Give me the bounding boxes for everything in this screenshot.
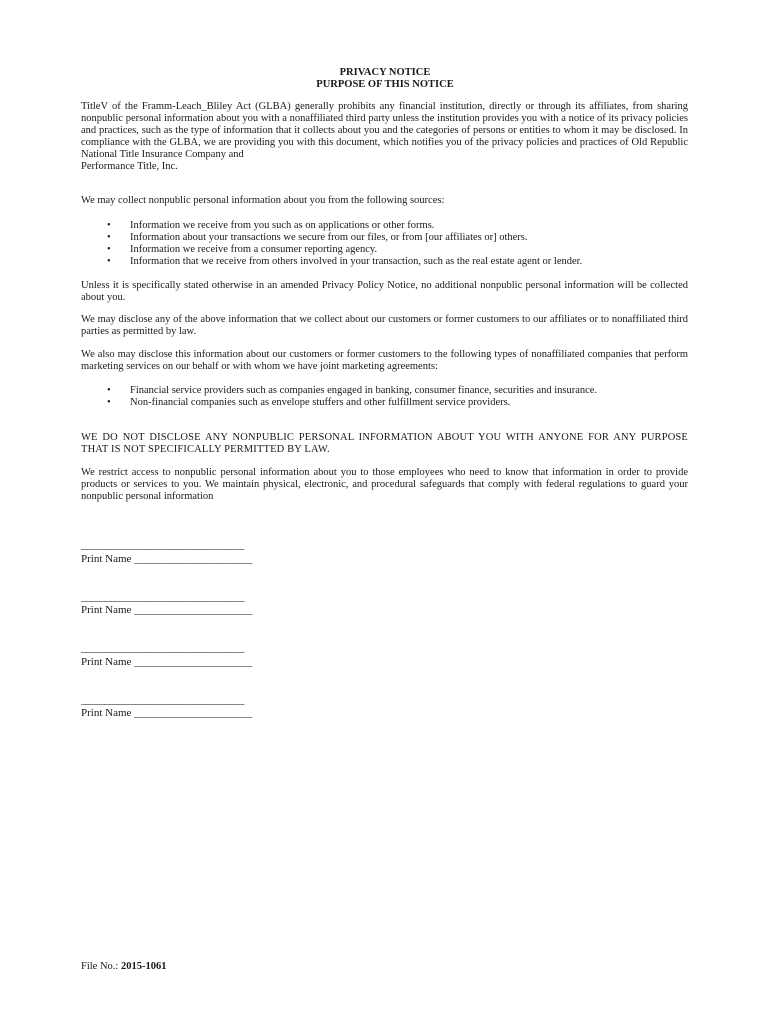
document-title: PRIVACY NOTICE <box>339 67 431 78</box>
print-name-row <box>81 604 252 617</box>
marketing-paragraph: We also may disclose this information about our customers or former customers to the following types of nonaffiliated companies that perform marketing services on our behalf or with whom we have joint marketing agreements: <box>81 349 688 372</box>
sources-intro: We may collect nonpublic personal information about you from the following sources: <box>81 195 445 206</box>
print-name-row <box>81 656 252 669</box>
list-item: • Non-financial companies such as envelope stuffers and other fulfillment service providers. <box>81 397 688 409</box>
intro-text: TitleV of the Framm-Leach_Bliley Act (GLBA) generally prohibits any financial institution, directly or through its affiliates, from sharing nonpublic personal information about you with a nonaffiliated third party unless the institution provides you with a notice of its privacy policies and practices, such as the type of information that it collects about you and the categories of persons or entities to whom it may be disclosed. In compliance with the GLBA, we are providing you with this document, which notifies you of the privacy policies and practices of Old Republic National Title Insurance Company and <box>81 101 688 160</box>
sources-list <box>81 220 688 268</box>
no-additional-info-paragraph: Unless it is specifically stated otherwise in an amended Privacy Policy Notice, no additional nonpublic personal information will be collected about you. <box>81 280 688 303</box>
list-item: • Information we receive from a consumer reporting agency. <box>81 244 688 256</box>
print-name-field[interactable]: ________________________ <box>134 553 252 565</box>
signature-line[interactable]: ___________________________________ <box>81 695 244 706</box>
file-number-value: 2015-1061 <box>120 961 167 972</box>
list-item: • Financial service providers such as companies engaged in banking, consumer finance, securities and insurance. <box>81 385 688 397</box>
signature-line[interactable]: ___________________________________ <box>81 592 244 603</box>
intro-paragraph <box>81 101 688 173</box>
print-name-field[interactable]: ________________________ <box>134 604 252 616</box>
company-name: Performance Title, Inc. <box>81 161 178 172</box>
list-item: • Information about your transactions we secure from our files, or from [our affiliates or] others. <box>81 232 688 244</box>
no-disclosure-statement: WE DO NOT DISCLOSE ANY NONPUBLIC PERSONAL INFORMATION ABOUT YOU WITH ANYONE FOR ANY PURPOSE THAT IS NOT SPECIFICALLY PERMITTED BY LAW. <box>81 432 688 455</box>
signature-line[interactable]: ___________________________________ <box>81 540 244 551</box>
document-subtitle: PURPOSE OF THIS NOTICE <box>316 79 454 90</box>
list-item: • Information we receive from you such as on applications or other forms. <box>81 220 688 232</box>
signature-line[interactable]: ___________________________________ <box>81 643 244 654</box>
print-name-field[interactable]: ________________________ <box>134 707 252 719</box>
print-name-field[interactable]: ________________________ <box>134 656 252 668</box>
print-name-label: Print Name <box>81 707 132 719</box>
list-item: • Information that we receive from others involved in your transaction, such as the real estate agent or lender. <box>81 256 688 268</box>
safeguards-paragraph: We restrict access to nonpublic personal information about you to those employees who need to know that information in order to provide products or services to you. We maintain physical, electronic, and procedural safeguards that comply with federal regulations to guard your nonpublic personal information <box>81 467 688 502</box>
print-name-label: Print Name <box>81 553 132 565</box>
print-name-row <box>81 553 252 566</box>
disclosees-list <box>81 385 688 409</box>
print-name-label: Print Name <box>81 604 132 616</box>
print-name-label: Print Name <box>81 656 132 668</box>
disclosure-paragraph: We may disclose any of the above information that we collect about our customers or former customers to our affiliates or to nonaffiliated third parties as permitted by law. <box>81 314 688 337</box>
print-name-row <box>81 707 252 720</box>
file-number <box>81 961 166 973</box>
file-number-label: File No.: <box>81 961 119 972</box>
